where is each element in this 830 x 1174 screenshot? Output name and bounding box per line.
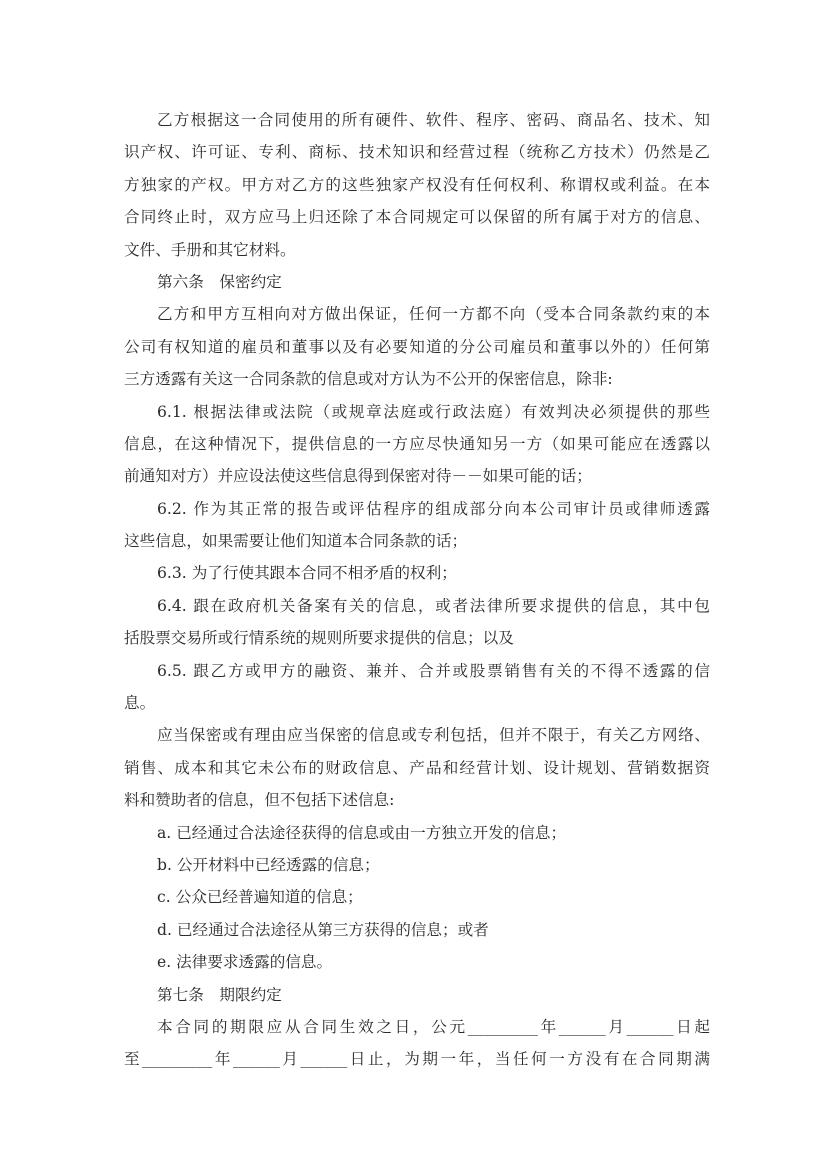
clause-line: 6.3. 为了行使其跟本合同不相矛盾的权利； [157,564,457,583]
text-line: 息。 [124,694,156,713]
text-line: 料和赞助者的信息，但不包括下述信息: [124,791,395,810]
text-line: 这些信息，如果需要让他们知道本合同条款的话； [124,532,468,551]
clause-line: 6.1. 根据法律或法院（或规章法庭或行政法庭）有效判决必须提供的那些 [157,402,710,421]
clause-line: 6.2. 作为其正常的报告或评估程序的组成部分向本公司审计员或律师透露 [157,499,710,518]
list-item: d. 已经通过合法途径从第三方获得的信息；或者 [157,920,489,939]
text-line: 应当保密或有理由应当保密的信息或专利包括，但并不限于，有关乙方网络、 [157,726,710,745]
document-page [124,104,710,1076]
text-line: 至_________年______月______日止，为期一年，当任何一方没有在合同期满 [124,1050,710,1069]
clause-line: 6.4. 跟在政府机关备案有关的信息，或者法律所要求提供的信息，其中包 [157,596,710,615]
text-line: 三方透露有关这一合同条款的信息或对方认为不公开的保密信息，除非: [124,370,613,389]
section-heading: 第七条 期限约定 [157,985,282,1004]
list-item: a. 已经通过合法途径获得的信息或由一方独立开发的信息； [157,823,567,842]
text-line: 文件、手册和其它材料。 [124,240,296,259]
text-line: 销售、成本和其它未公布的财政信息、产品和经营计划、设计规划、营销数据资 [124,758,710,777]
section-heading: 第六条 保密约定 [157,272,282,291]
clause-line: 6.5. 跟乙方或甲方的融资、兼并、合并或股票销售有关的不得不透露的信 [157,661,710,680]
text-line: 本合同的期限应从合同生效之日，公元_________年______月______日起 [157,1017,710,1036]
list-item: c. 公众已经普遍知道的信息； [157,888,363,907]
text-line: 括股票交易所或行情系统的规则所要求提供的信息；以及 [124,629,514,648]
text-line: 乙方和甲方互相向对方做出保证，任何一方都不向（受本合同条款约束的本 [157,305,710,324]
list-item: b. 公开材料中已经透露的信息； [157,855,380,874]
text-line: 信息，在这种情况下，提供信息的一方应尽快通知另一方（如果可能应在透露以 [124,434,710,453]
text-line: 乙方根据这一合同使用的所有硬件、软件、程序、密码、商品名、技术、知 [157,111,710,129]
text-line: 识产权、许可证、专利、商标、技术知识和经营过程（统称乙方技术）仍然是乙 [124,143,710,162]
text-line: 前通知对方）并应设法使这些信息得到保密对待－－如果可能的话； [124,467,592,486]
list-item: e. 法律要求透露的信息。 [157,953,333,972]
text-line: 公司有权知道的雇员和董事以及有必要知道的分公司雇员和董事以外的）任何第 [124,337,710,356]
text-line: 方独家的产权。甲方对乙方的这些独家产权没有任何权利、称谓权或利益。在本 [124,175,710,194]
text-line: 合同终止时，双方应马上归还除了本合同规定可以保留的所有属于对方的信息、 [124,208,710,227]
